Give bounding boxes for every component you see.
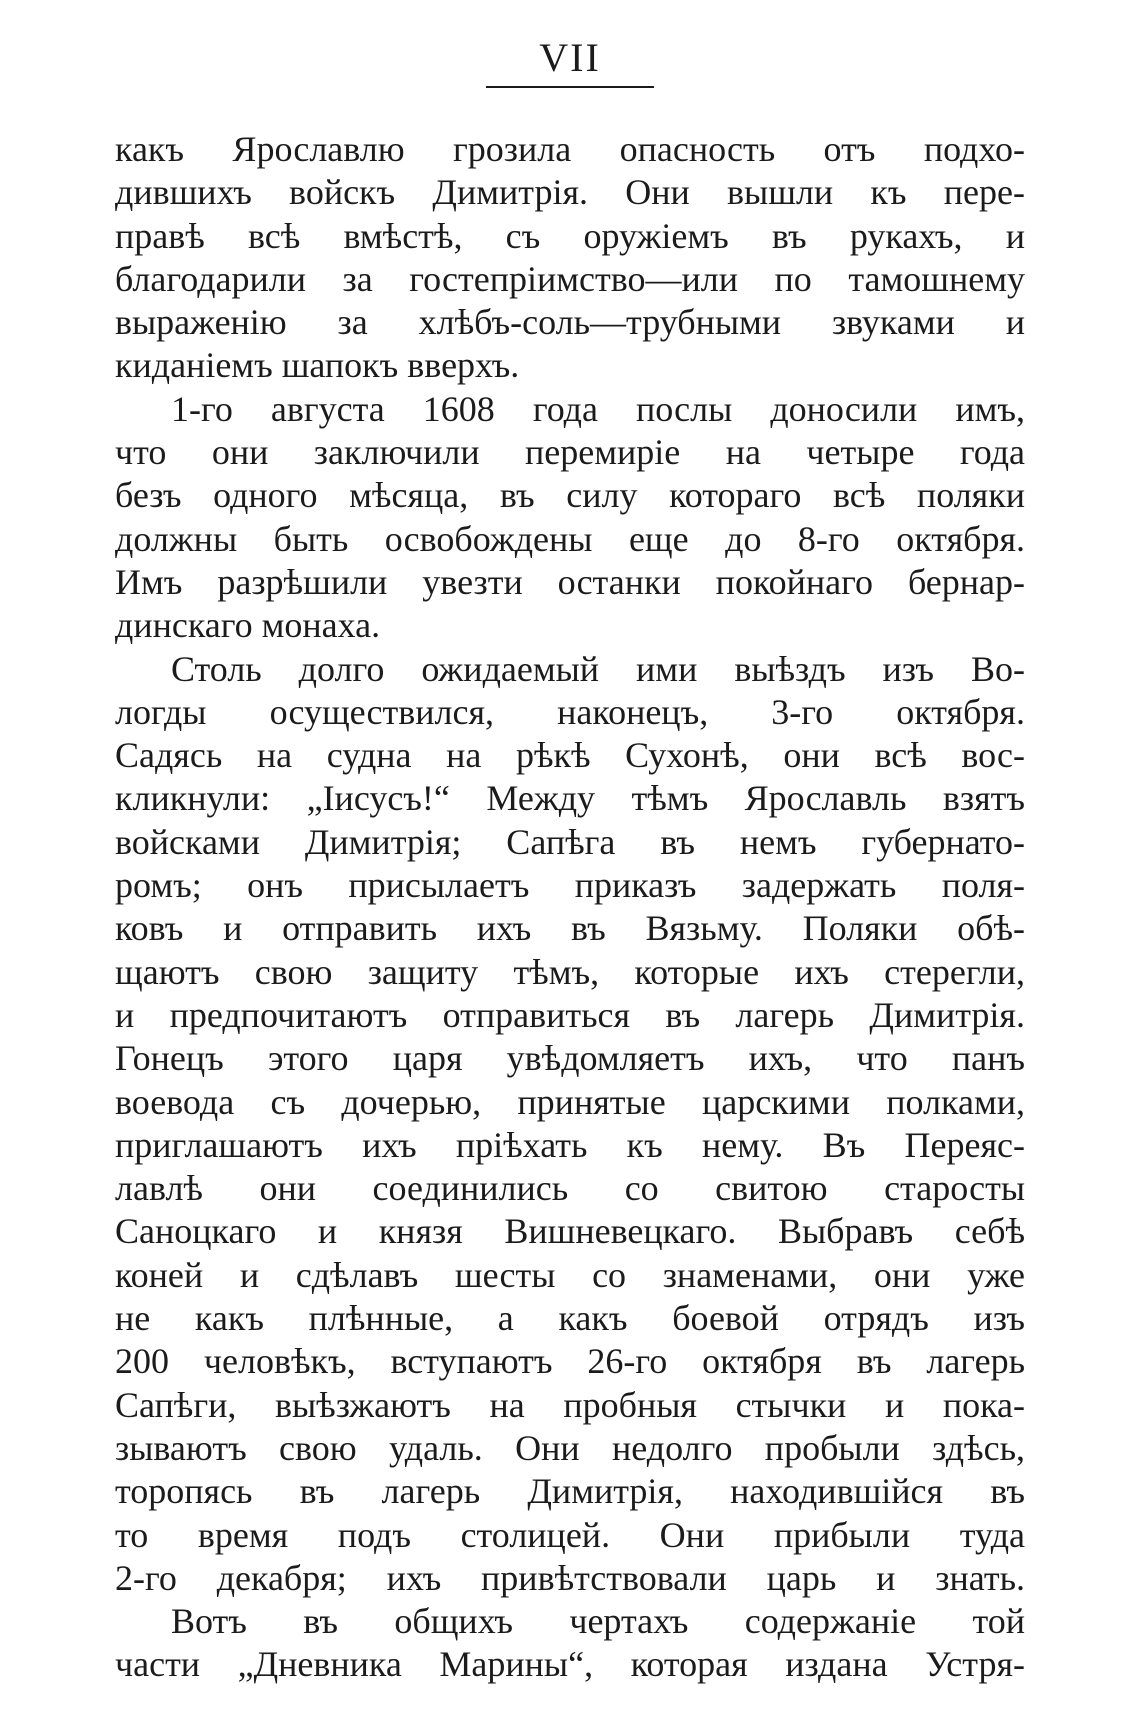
body-text: [115, 128, 1025, 1687]
text-line: Вотъ въ общихъ чертахъ содержаніе той: [171, 1601, 1025, 1642]
text-line: ромъ; онъ присылаетъ приказъ задержать поля-: [115, 865, 1025, 906]
page-header: [0, 34, 1140, 88]
text-line: какъ Ярославлю грозила опасность отъ подхо-: [115, 129, 1025, 169]
text-line: благодарили за гостепріимство—или по тамошнему: [115, 258, 1025, 299]
text-line: ковъ и отправить ихъ въ Вязьму. Поляки обѣ-: [115, 908, 1025, 949]
text-line: должны быть освобождены еще до 8-го октября.: [115, 518, 1025, 559]
paragraph-4: [115, 1600, 1025, 1687]
text-line: войсками Димитрія; Сапѣга въ немъ губернато-: [115, 821, 1025, 862]
text-line: части „Дневника Марины“, которая издана Устря-: [115, 1644, 1025, 1685]
text-line: логды осуществился, наконецъ, 3-го октября.: [115, 691, 1025, 732]
paragraph-3: [115, 648, 1025, 1601]
text-line: приглашаютъ ихъ пріѣхать къ нему. Въ Переяс-: [115, 1124, 1025, 1165]
text-line: 2-го декабря; ихъ привѣтствовали царь и знать.: [115, 1557, 1025, 1598]
paragraph-2: [115, 388, 1025, 648]
text-line: воевода съ дочерью, принятые царскими полками,: [115, 1081, 1025, 1122]
page-number: VII: [539, 35, 601, 80]
text-line: не какъ плѣнные, а какъ боевой отрядъ изъ: [115, 1298, 1025, 1339]
text-line: правѣ всѣ вмѣстѣ, съ оружіемъ въ рукахъ, и: [115, 215, 1025, 256]
text-line: торопясь въ лагерь Димитрія, находившійся въ: [115, 1471, 1025, 1512]
text-line: что они заключили перемиріе на четыре года: [115, 432, 1025, 473]
text-line: лавлѣ они соединились со свитою старосты: [115, 1168, 1025, 1209]
text-line: киданіемъ шапокъ вверхъ.: [115, 345, 520, 386]
text-line: выраженію за хлѣбъ-соль—трубными звуками и: [115, 302, 1025, 343]
text-line: 200 человѣкъ, вступаютъ 26-го октября въ лагерь: [115, 1341, 1025, 1382]
text-line: кликнули: „Іисусъ!“ Между тѣмъ Ярославль взятъ: [115, 778, 1025, 819]
text-line: дившихъ войскъ Димитрія. Они вышли къ пере-: [115, 172, 1025, 213]
text-line: 1-го августа 1608 года послы доносили имъ,: [171, 388, 1025, 429]
text-line: щаютъ свою защиту тѣмъ, которые ихъ стерегли,: [115, 951, 1025, 992]
text-line: зываютъ свою удаль. Они недолго пробыли здѣсь,: [115, 1427, 1025, 1468]
text-line: Сапѣги, выѣзжаютъ на пробныя стычки и пока-: [115, 1384, 1025, 1425]
text-line: Садясь на судна на рѣкѣ Сухонѣ, они всѣ вос-: [115, 735, 1025, 776]
text-line: то время подъ столицей. Они прибыли туда: [115, 1514, 1025, 1555]
text-line: безъ одного мѣсяца, въ силу котораго всѣ поляки: [115, 475, 1025, 516]
text-line: Гонецъ этого царя увѣдомляетъ ихъ, что панъ: [115, 1038, 1025, 1079]
text-line: коней и сдѣлавъ шесты со знаменами, они уже: [115, 1254, 1025, 1295]
paragraph-1: [115, 128, 1025, 388]
text-line: Имъ разрѣшили увезти останки покойнаго бернар-: [115, 561, 1025, 602]
text-line: Саноцкаго и князя Вишневецкаго. Выбравъ себѣ: [115, 1211, 1025, 1252]
text-line: Столь долго ожидаемый ими выѣздъ изъ Во-: [171, 648, 1025, 689]
text-line: и предпочитаютъ отправиться въ лагерь Димитрія.: [115, 994, 1025, 1035]
text-line: динскаго монаха.: [115, 605, 381, 646]
header-rule: [486, 86, 654, 88]
